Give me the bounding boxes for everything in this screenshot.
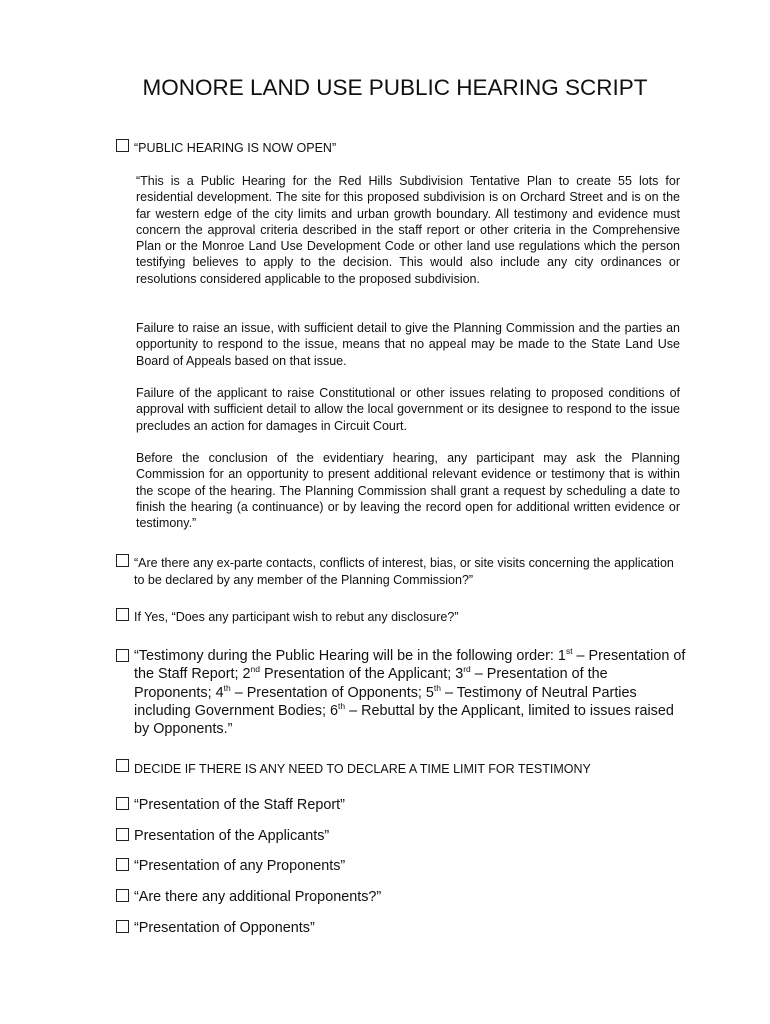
checkbox[interactable] bbox=[116, 828, 129, 841]
item-label: “Presentation of any Proponents” bbox=[134, 858, 346, 874]
item-label: “Are there any ex-parte contacts, conflicts of interest, bias, or site visits concerning the application to be declared by any member of the Planning Commission?” bbox=[134, 556, 674, 587]
order-sup-6: th bbox=[338, 701, 346, 712]
checklist-item-additional-proponents bbox=[116, 888, 686, 906]
page-title: MONORE LAND USE PUBLIC HEARING SCRIPT bbox=[142, 75, 648, 100]
order-sup-3: rd bbox=[463, 664, 471, 675]
checklist-item-proponents bbox=[116, 857, 686, 875]
checklist-item-applicants bbox=[116, 827, 686, 845]
checkbox[interactable] bbox=[116, 608, 129, 621]
checkbox[interactable] bbox=[116, 139, 129, 152]
checklist-item-staff-report bbox=[116, 796, 686, 814]
order-sup-5: th bbox=[433, 682, 442, 693]
order-sup-4: th bbox=[223, 682, 231, 693]
item-label: “Are there any additional Proponents?” bbox=[134, 889, 382, 905]
order-text-2: – Presentation of the Staff Report; 2 bbox=[134, 648, 686, 683]
item-label: “Presentation of the Staff Report” bbox=[134, 797, 345, 813]
order-text-5: – Presentation of Opponents; 5 bbox=[230, 684, 434, 701]
paragraph-raise-issue: Failure to raise an issue, with sufficient detail to give the Planning Commission and the parties an opportunity to respond to the issue, means that no appeal may be made to the State Land Use Board of Appeals based on that issue. bbox=[136, 321, 680, 368]
item-label: “PUBLIC HEARING IS NOW OPEN” bbox=[134, 141, 337, 155]
checkbox[interactable] bbox=[116, 797, 129, 810]
item-label bbox=[134, 647, 686, 738]
checklist-item-hearing-open bbox=[116, 139, 686, 157]
checklist-item-time-limit bbox=[116, 759, 686, 778]
item-label: If Yes, “Does any participant wish to rebut any disclosure?” bbox=[134, 610, 459, 624]
order-text-3: Presentation of the Applicant; 3 bbox=[260, 666, 464, 683]
checkbox[interactable] bbox=[116, 554, 129, 567]
paragraph-intro: “This is a Public Hearing for the Red Hills Subdivision Tentative Plan to create 55 lots for residential development. The site for this proposed subdivision is on Orchard Street and is on the far western edge of the city limits and urban growth boundary. All testimony and evidence must concern the approval criteria described in the staff report or other criteria in the Comprehensive Plan or the Monroe Land Use Development Code or other land use regulations which the person testifying believes to apply to the decision. This would also include any city ordinances or resolutions considered applicable to the proposed subdivision. bbox=[136, 174, 680, 286]
order-text-7: – Rebuttal by the Applicant, limited to issues raised by Opponents.” bbox=[134, 702, 674, 738]
paragraph-constitutional: Failure of the applicant to raise Constitutional or other issues relating to proposed conditions of approval with sufficient detail to allow the local government or its designee to respond to the issue precludes an action for damages in Circuit Court. bbox=[136, 386, 680, 433]
checkbox[interactable] bbox=[116, 649, 129, 662]
checkbox[interactable] bbox=[116, 759, 129, 772]
checklist-item-rebut bbox=[116, 608, 686, 626]
paragraph-continuance: Before the conclusion of the evidentiary hearing, any participant may ask the Planning Commission for an opportunity to present additional relevant evidence or testimony that is within the scope of the hearing. The Planning Commission shall grant a request by scheduling a date to finish the hearing (a continuance) or by leaving the record open for additional written evidence or testimony.” bbox=[136, 451, 680, 531]
checklist-item-opponents bbox=[116, 919, 686, 937]
order-text-1: “Testimony during the Public Hearing will be in the following order: 1 bbox=[134, 648, 566, 664]
order-text-4: – Presentation of the Proponents; 4 bbox=[134, 666, 608, 701]
checklist-item-ex-parte bbox=[116, 554, 686, 588]
checkbox[interactable] bbox=[116, 858, 129, 871]
checkbox[interactable] bbox=[116, 889, 129, 902]
checklist-item-testimony-order bbox=[116, 647, 686, 738]
item-label: DECIDE IF THERE IS ANY NEED TO DECLARE A TIME LIMIT FOR TESTIMONY bbox=[134, 762, 591, 776]
order-text-6: – Testimony of Neutral Parties including Government Bodies; 6 bbox=[134, 684, 637, 719]
item-label: “Presentation of Opponents” bbox=[134, 920, 315, 936]
order-sup-1: st bbox=[565, 646, 573, 657]
order-sup-2: nd bbox=[250, 664, 260, 675]
item-label: Presentation of the Applicants” bbox=[134, 828, 330, 844]
checkbox[interactable] bbox=[116, 920, 129, 933]
